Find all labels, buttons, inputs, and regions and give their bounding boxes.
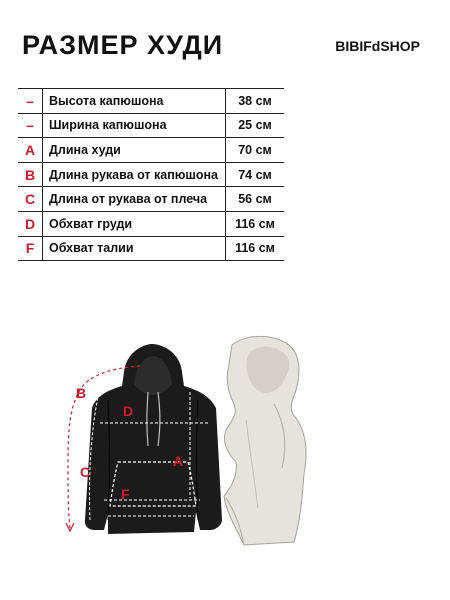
row-letter: F bbox=[18, 236, 43, 261]
shop-name: BIBIFdSHOP bbox=[335, 38, 420, 54]
table-row bbox=[18, 211, 284, 236]
row-label: Длина рукава от капюшона bbox=[43, 162, 226, 187]
row-letter: – bbox=[18, 89, 43, 114]
row-letter: C bbox=[18, 187, 43, 212]
row-value: 116 см bbox=[226, 211, 285, 236]
row-letter: A bbox=[18, 138, 43, 163]
row-letter: B bbox=[18, 162, 43, 187]
table-row bbox=[18, 236, 284, 261]
row-value: 70 см bbox=[226, 138, 285, 163]
row-value: 116 см bbox=[226, 236, 285, 261]
measure-label-f: F bbox=[121, 486, 130, 502]
hoodie-illustration bbox=[0, 330, 450, 600]
measure-label-c: C bbox=[80, 464, 91, 480]
dark-hoodie-image bbox=[85, 344, 222, 534]
page-title: РАЗМЕР ХУДИ bbox=[22, 30, 224, 60]
row-value: 25 см bbox=[226, 113, 285, 138]
row-letter: – bbox=[18, 113, 43, 138]
row-value: 74 см bbox=[226, 162, 285, 187]
light-hoodie-image bbox=[224, 336, 306, 545]
row-label: Обхват груди bbox=[43, 211, 226, 236]
row-letter: D bbox=[18, 211, 43, 236]
table-row bbox=[18, 113, 284, 138]
row-value: 38 см bbox=[226, 89, 285, 114]
table-row bbox=[18, 89, 284, 114]
row-label: Длина худи bbox=[43, 138, 226, 163]
measure-label-a: A bbox=[173, 453, 184, 469]
size-table bbox=[18, 88, 284, 261]
row-label: Высота капюшона bbox=[43, 89, 226, 114]
row-label: Ширина капюшона bbox=[43, 113, 226, 138]
measure-label-d: D bbox=[123, 403, 134, 419]
table-row bbox=[18, 187, 284, 212]
table-row bbox=[18, 138, 284, 163]
table-row bbox=[18, 162, 284, 187]
row-label: Обхват талии bbox=[43, 236, 226, 261]
row-value: 56 см bbox=[226, 187, 285, 212]
measure-label-b: B bbox=[76, 385, 87, 401]
row-label: Длина от рукава от плеча bbox=[43, 187, 226, 212]
